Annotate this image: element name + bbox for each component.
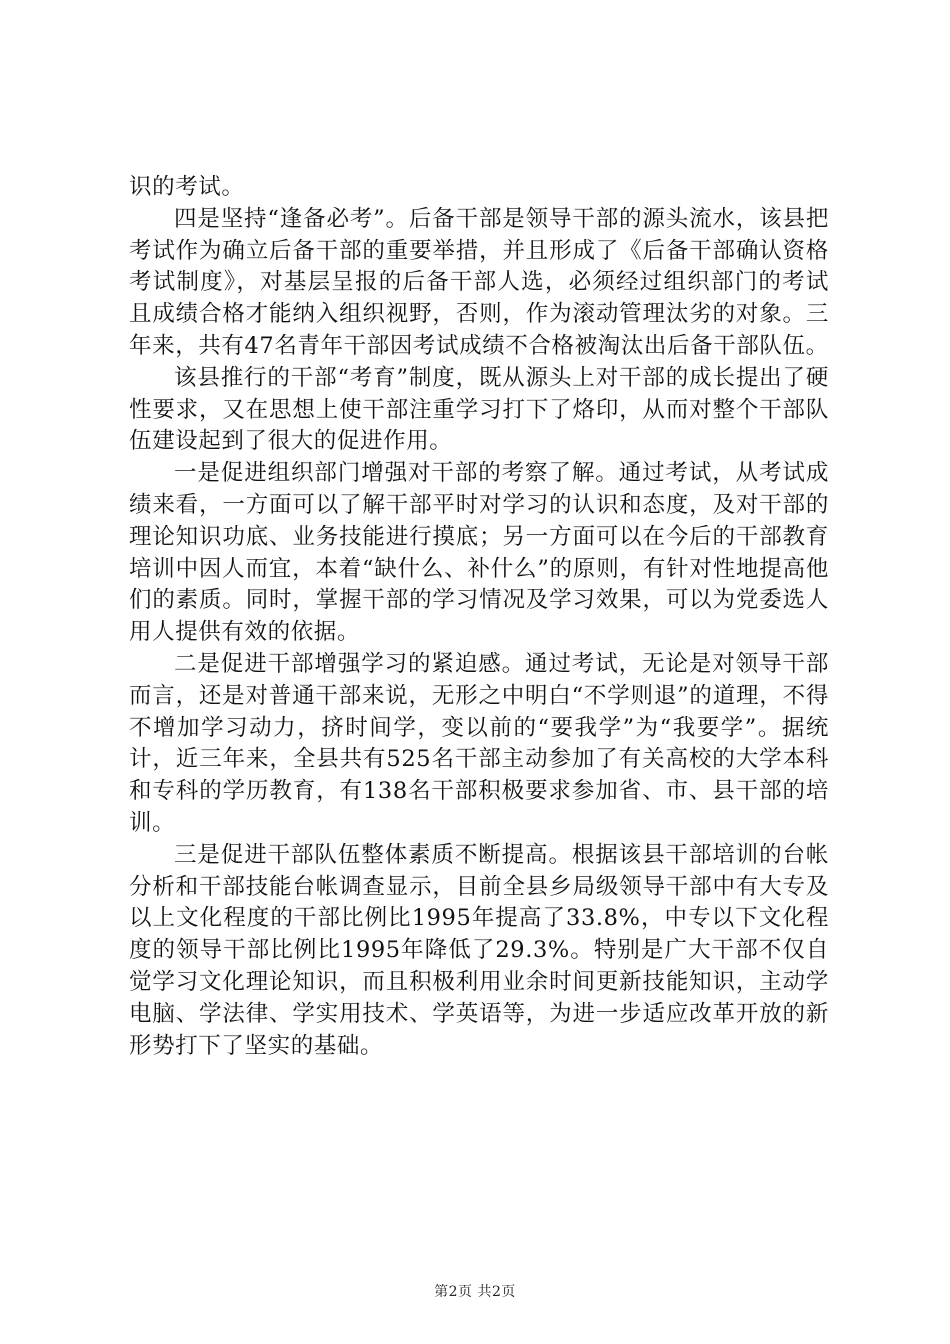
page-number-footer: 第2页 共2页 [434,1284,516,1300]
document-body [129,172,829,1062]
paragraph-4: 一是促进组织部门增强对干部的考察了解。通过考试，从考试成绩来看，一方面可以了解干部平时对学习的认识和态度，及对干部的理论知识功底、业务技能进行摸底；另一方面可以在今后的干部教育培训中因人而宜，本着“缺什么、补什么”的原则，有针对性地提高他们的素质。同时，掌握干部的学习情况及学习效果，可以为党委选人用人提供有效的依据。 [129,460,829,646]
paragraph-1: 识的考试。 [129,174,245,200]
paragraph-5: 二是促进干部增强学习的紧迫感。通过考试，无论是对领导干部而言，还是对普通干部来说，无形之中明白“不学则退”的道理，不得不增加学习动力，挤时间学，变以前的“要我学”为“我要学”。据统计，近三年来，全县共有525名干部主动参加了有关高校的大学本科和专科的学历教育，有138名干部积极要求参加省、市、县干部的培训。 [129,650,829,836]
paragraph-6: 三是促进干部队伍整体素质不断提高。根据该县干部培训的台帐分析和干部技能台帐调查显示，目前全县乡局级领导干部中有大专及以上文化程度的干部比例比1995年提高了33.8%，中专以下文化程度的领导干部比例比1995年降低了29.3%。特别是广大干部不仅自觉学习文化理论知识，而且积极利用业余时间更新技能知识，主动学电脑、学法律、学实用技术、学英语等，为进一步适应改革开放的新形势打下了坚实的基础。 [129,841,829,1059]
paragraph-2: 四是坚持“逢备必考”。后备干部是领导干部的源头流水，该县把考试作为确立后备干部的重要举措，并且形成了《后备干部确认资格考试制度》，对基层呈报的后备干部人选，必须经过组织部门的考试且成绩合格才能纳入组织视野，否则，作为滚动管理汰劣的对象。三年来，共有47名青年干部因考试成绩不合格被淘汰出后备干部队伍。 [129,205,829,359]
paragraph-3: 该县推行的干部“考育”制度，既从源头上对干部的成长提出了硬性要求，又在思想上使干部注重学习打下了烙印，从而对整个干部队伍建设起到了很大的促进作用。 [129,364,829,455]
